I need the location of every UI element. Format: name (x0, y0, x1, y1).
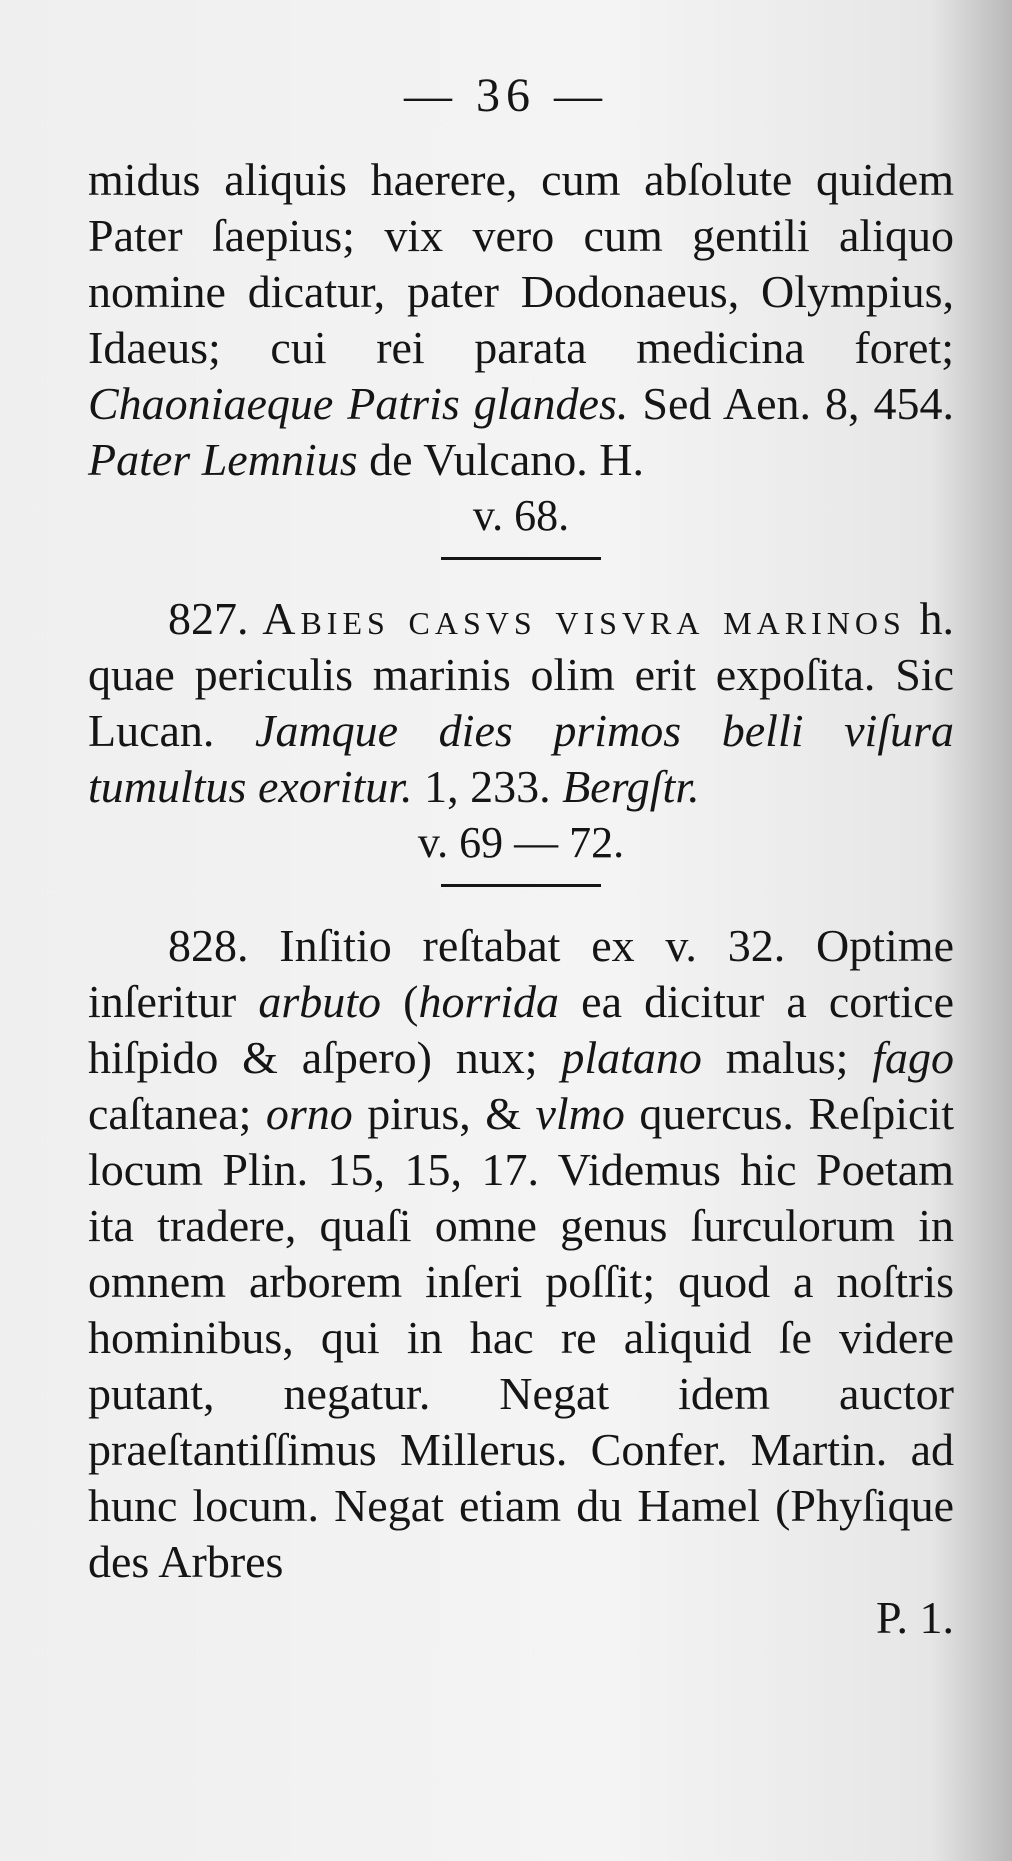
section-rule (441, 884, 601, 887)
body-text: malus; (701, 1032, 873, 1083)
italic-text: horrida (418, 976, 560, 1027)
lemma-small-caps: Abies casvs visvra marinos (262, 593, 906, 644)
page-number-header: — 36 — (404, 69, 608, 122)
italic-text: orno (265, 1088, 353, 1139)
italic-text: Bergſtr. (562, 761, 700, 812)
catchword: P. 1. (876, 1592, 954, 1643)
italic-text: Chaoniaeque Patris glandes. (88, 378, 629, 429)
paragraph-continuation (88, 152, 954, 488)
body-text: 828. Inſitio reſtabat ex v. 32. Optime inſeritur (88, 920, 954, 1027)
body-text: caſtanea; (88, 1088, 266, 1139)
body-text: 1, 233. (412, 761, 563, 812)
italic-text: Pater Lemnius (88, 434, 358, 485)
body-text: Sed Aen. 8, 454. (628, 378, 954, 429)
italic-text: platano (561, 1032, 702, 1083)
note-827 (88, 591, 954, 815)
body-text: h. quae periculis marinis olim erit expoſita. Sic Lucan. (88, 593, 954, 756)
body-text: midus aliquis haerere, cum abſolute quidem Pater ſaepius; vix vero cum gentili aliquo nomine dicatur, pater Dodonaeus, Olympius, Idaeus; cui rei parata medicina foret; (88, 154, 954, 373)
body-text: ( (381, 976, 419, 1027)
page-body (88, 152, 954, 1646)
italic-text: Jamque dies primos belli viſura tumultus exoritur. (88, 705, 954, 812)
note-828 (88, 918, 954, 1590)
body-text: ea dicitur a cortice hiſpido & aſpero) nux; (88, 976, 954, 1083)
body-text: de Vulcano. H. (357, 434, 644, 485)
italic-text: fago (872, 1032, 954, 1083)
verse-reference: v. 69 — 72. (417, 818, 625, 867)
body-text: quercus. Reſpicit locum Plin. 15, 15, 17. Videmus hic Poetam ita tradere, quaſi omne genus ſurculorum in omnem arborem inſeri poſſit; quod a noſtris hominibus, qui in hac re aliquid ſe videre putant, negatur. Negat idem auctor praeſtantiſſimus Millerus. Confer. Martin. ad hunc locum. Negat etiam du Hamel (Phyſique des Arbres (88, 1088, 954, 1587)
italic-text: vlmo (535, 1088, 625, 1139)
verse-reference: v. 68. (472, 491, 570, 540)
section-rule (441, 557, 601, 560)
body-text: 827. (168, 593, 263, 644)
body-text: pirus, & (352, 1088, 536, 1139)
italic-text: arbuto (258, 976, 381, 1027)
